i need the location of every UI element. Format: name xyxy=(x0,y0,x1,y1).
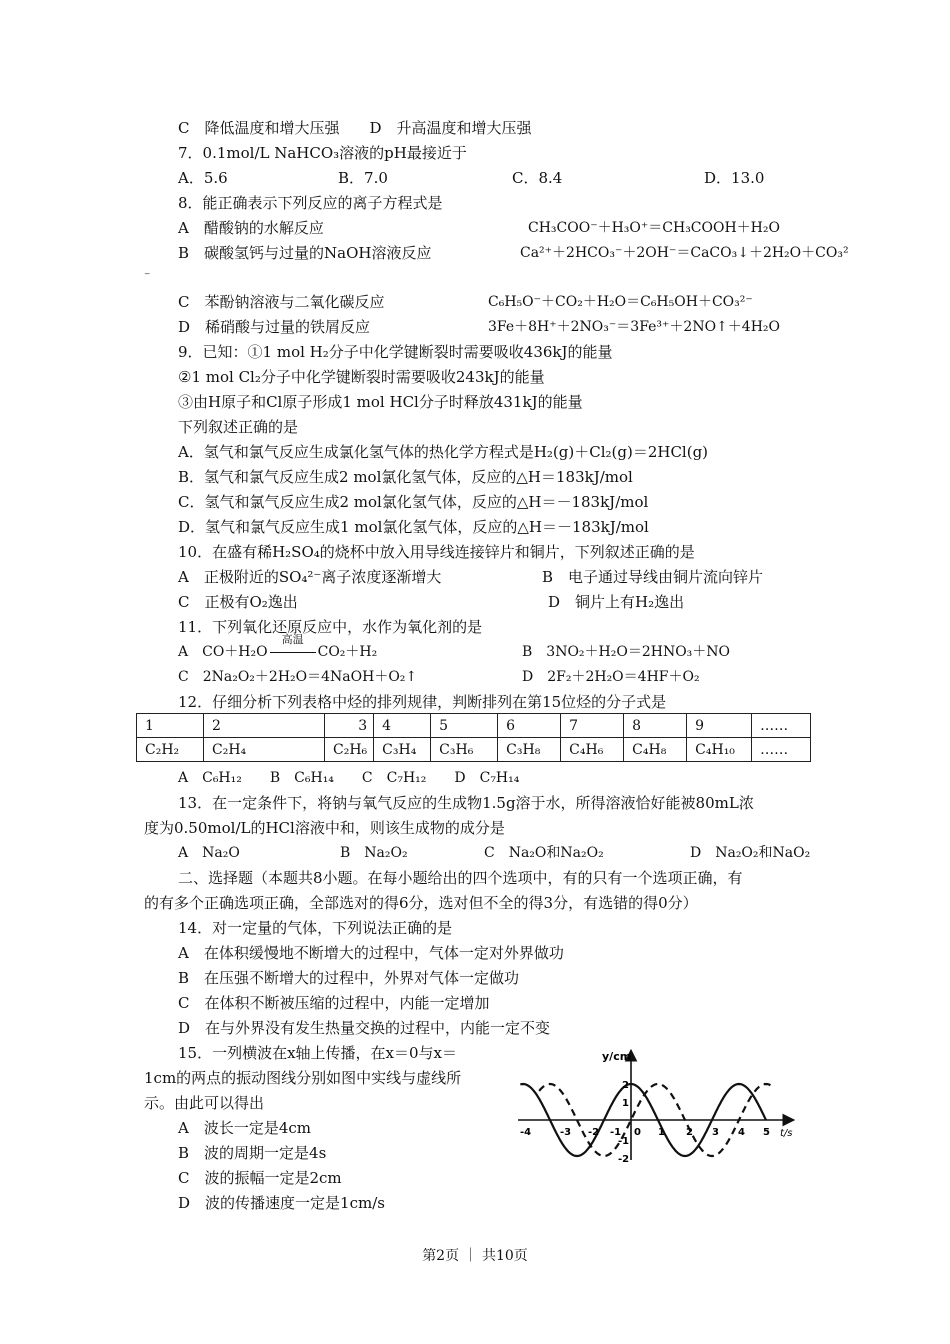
q9-option-a: A．氢气和氯气反应生成氯化氢气体的热化学方程式是H₂(g)＋Cl₂(g)＝2HCl(g) xyxy=(178,443,709,461)
q14-option-d: D 在与外界没有发生热量交换的过程中，内能一定不变 xyxy=(178,1019,551,1037)
y-tick-label: 1 xyxy=(622,1098,629,1109)
question-11: 11．下列氧化还原反应中，水作为氧化剂的是 xyxy=(178,618,483,636)
table-cell: C₂H₂ xyxy=(137,738,204,762)
q7-option-d: D．13.0 xyxy=(704,169,765,187)
q11-option-a xyxy=(178,633,378,662)
reaction-condition: 高温 xyxy=(281,633,304,646)
q9-option-d: D．氢气和氯气反应生成1 mol氯化氢气体，反应的△H＝－183kJ/mol xyxy=(178,518,649,536)
q9-prompt: 下列叙述正确的是 xyxy=(178,418,299,436)
x-tick-label: -3 xyxy=(560,1127,572,1138)
table-cell: C₄H₆ xyxy=(561,738,624,762)
option-line-6cd: C 降低温度和增大压强 D 升高温度和增大压强 xyxy=(178,119,532,137)
q14-option-c: C 在体积不断被压缩的过程中，内能一定增加 xyxy=(178,994,490,1012)
q11-option-d: D 2F₂＋2H₂O＝4HF＋O₂ xyxy=(522,669,700,685)
q10-option-d: D 铜片上有H₂逸出 xyxy=(548,593,685,611)
question-15: 15．一列横波在x轴上传播，在x＝0与x＝ xyxy=(178,1044,458,1062)
table-cell: C₃H₄ xyxy=(374,738,431,762)
question-15-cont2: 示。由此可以得出 xyxy=(144,1094,265,1112)
table-cell: …… xyxy=(752,714,811,738)
y-tick-label: -1 xyxy=(618,1136,630,1147)
page-footer: 第2页 ｜ 共10页 xyxy=(422,1248,528,1264)
table-cell: 4 xyxy=(374,714,431,738)
table-cell: C₂H₄ xyxy=(204,738,325,762)
x-tick-label: 1 xyxy=(658,1127,665,1138)
q7-option-b: B．7.0 xyxy=(338,169,388,187)
y-tick-label: -2 xyxy=(618,1154,630,1164)
q7-option-c: C．8.4 xyxy=(512,169,563,187)
x-tick-label: -4 xyxy=(520,1127,532,1138)
q10-option-a: A 正极附近的SO₄²⁻离子浓度逐渐增大 xyxy=(178,568,442,586)
table-cell: 7 xyxy=(561,714,624,738)
question-7: 7．0.1mol/L NaHCO₃溶液的pH最接近于 xyxy=(178,144,467,162)
x-tick-label: -2 xyxy=(588,1127,600,1138)
x-tick-label: -1 xyxy=(610,1127,622,1138)
q8-option-c: C 苯酚钠溶液与二氧化碳反应 xyxy=(178,293,385,311)
q15-option-a: A 波长一定是4cm xyxy=(178,1119,312,1137)
q15-option-c: C 波的振幅一定是2cm xyxy=(178,1169,342,1187)
y-tick-label: 2 xyxy=(622,1080,629,1091)
x-axis-label: t/s xyxy=(780,1128,793,1139)
q8-equation-a: CH₃COO⁻＋H₃O⁺＝CH₃COOH＋H₂O xyxy=(528,220,780,236)
q14-option-b: B 在压强不断增大的过程中，外界对气体一定做功 xyxy=(178,969,520,987)
table-cell: 8 xyxy=(624,714,687,738)
section-2-heading-cont: 的有多个正确选项正确，全部选对的得6分，选对但不全的得3分，有选错的得0分） xyxy=(144,894,698,912)
question-10: 10．在盛有稀H₂SO₄的烧杯中放入用导线连接锌片和铜片，下列叙述正确的是 xyxy=(178,543,695,561)
q8-option-b: B 碳酸氢钙与过量的NaOH溶液反应 xyxy=(178,244,432,262)
x-tick-label: 4 xyxy=(738,1127,745,1138)
hydrocarbon-table xyxy=(136,713,811,762)
q13-option-a: A Na₂O xyxy=(178,845,240,861)
q11a-products: CO₂＋H₂ xyxy=(317,644,378,660)
q15-option-b: B 波的周期一定是4s xyxy=(178,1144,327,1162)
vibration-graph xyxy=(510,1046,800,1164)
q11-option-c: C 2Na₂O₂＋2H₂O＝4NaOH＋O₂↑ xyxy=(178,669,418,685)
q10-option-b: B 电子通过导线由铜片流向锌片 xyxy=(542,568,764,586)
table-cell: C₄H₁₀ xyxy=(687,738,752,762)
table-cell: C₂H₆ xyxy=(325,738,374,762)
x-tick-label: 5 xyxy=(763,1127,770,1138)
table-cell: 3 xyxy=(325,714,374,738)
question-14: 14．对一定量的气体，下列说法正确的是 xyxy=(178,919,453,937)
q12-options: A C₆H₁₂ B C₆H₁₄ C C₇H₁₂ D C₇H₁₄ xyxy=(178,770,520,786)
q11a-reactants: A CO＋H₂O xyxy=(178,644,268,660)
x-tick-label: 2 xyxy=(686,1127,693,1138)
table-cell: 9 xyxy=(687,714,752,738)
table-row xyxy=(137,714,811,738)
x-tick-label: 3 xyxy=(712,1127,719,1138)
table-cell: C₄H₈ xyxy=(624,738,687,762)
q8-equation-b-wrap: ⁻ xyxy=(144,269,151,283)
q8-equation-b: Ca²⁺＋2HCO₃⁻＋2OH⁻＝CaCO₃↓＋2H₂O＋CO₃² xyxy=(520,245,849,261)
q8-option-a: A 醋酸钠的水解反应 xyxy=(178,219,324,237)
q9-option-b: B．氢气和氯气反应生成2 mol氯化氢气体，反应的△H＝183kJ/mol xyxy=(178,468,633,486)
table-cell: 2 xyxy=(204,714,325,738)
x-tick-label: 0 xyxy=(634,1127,641,1138)
q8-equation-d: 3Fe＋8H⁺＋2NO₃⁻＝3Fe³⁺＋2NO↑＋4H₂O xyxy=(488,319,780,335)
q13-option-d: D Na₂O₂和NaO₂ xyxy=(690,845,811,861)
q13-option-c: C Na₂O和Na₂O₂ xyxy=(484,845,604,861)
table-row xyxy=(137,738,811,762)
q8-option-d: D 稀硝酸与过量的铁屑反应 xyxy=(178,318,371,336)
q7-option-a: A．5.6 xyxy=(178,169,228,187)
reaction-arrow-line xyxy=(270,652,316,653)
question-13: 13．在一定条件下，将钠与氧气反应的生成物1.5g溶于水，所得溶液恰好能被80mL浓 xyxy=(178,794,754,812)
q9-option-c: C．氢气和氯气反应生成2 mol氯化氢气体，反应的△H＝－183kJ/mol xyxy=(178,493,649,511)
section-2-heading: 二、选择题（本题共8小题。在每小题给出的四个选项中，有的只有一个选项正确，有 xyxy=(178,869,743,887)
q10-option-c: C 正极有O₂逸出 xyxy=(178,593,298,611)
table-cell: …… xyxy=(752,738,811,762)
q11-option-b: B 3NO₂＋H₂O＝2HNO₃＋NO xyxy=(522,644,731,660)
table-cell: 1 xyxy=(137,714,204,738)
table-cell: C₃H₈ xyxy=(498,738,561,762)
q13-option-b: B Na₂O₂ xyxy=(340,845,408,861)
y-axis-label: y/cm xyxy=(602,1050,632,1063)
question-12: 12．仔细分析下列表格中烃的排列规律，判断排列在第15位烃的分子式是 xyxy=(178,693,667,711)
q9-condition-2: ②1 mol Cl₂分子中化学键断裂时需要吸收243kJ的能量 xyxy=(178,368,545,386)
q9-condition-3: ③由H原子和Cl原子形成1 mol HCl分子时释放431kJ的能量 xyxy=(178,393,583,411)
question-13-cont: 度为0.50mol/L的HCl溶液中和，则该生成物的成分是 xyxy=(144,819,505,837)
question-8: 8．能正确表示下列反应的离子方程式是 xyxy=(178,194,443,212)
q15-option-d: D 波的传播速度一定是1cm/s xyxy=(178,1194,385,1212)
table-cell: 6 xyxy=(498,714,561,738)
question-15-cont: 1cm的两点的振动图线分别如图中实线与虚线所 xyxy=(144,1069,462,1087)
question-9: 9．已知：①1 mol H₂分子中化学键断裂时需要吸收436kJ的能量 xyxy=(178,343,613,361)
q14-option-a: A 在体积缓慢地不断增大的过程中，气体一定对外界做功 xyxy=(178,944,564,962)
table-cell: C₃H₆ xyxy=(431,738,498,762)
q8-equation-c: C₆H₅O⁻＋CO₂＋H₂O＝C₆H₅OH＋CO₃²⁻ xyxy=(488,294,753,310)
table-cell: 5 xyxy=(431,714,498,738)
